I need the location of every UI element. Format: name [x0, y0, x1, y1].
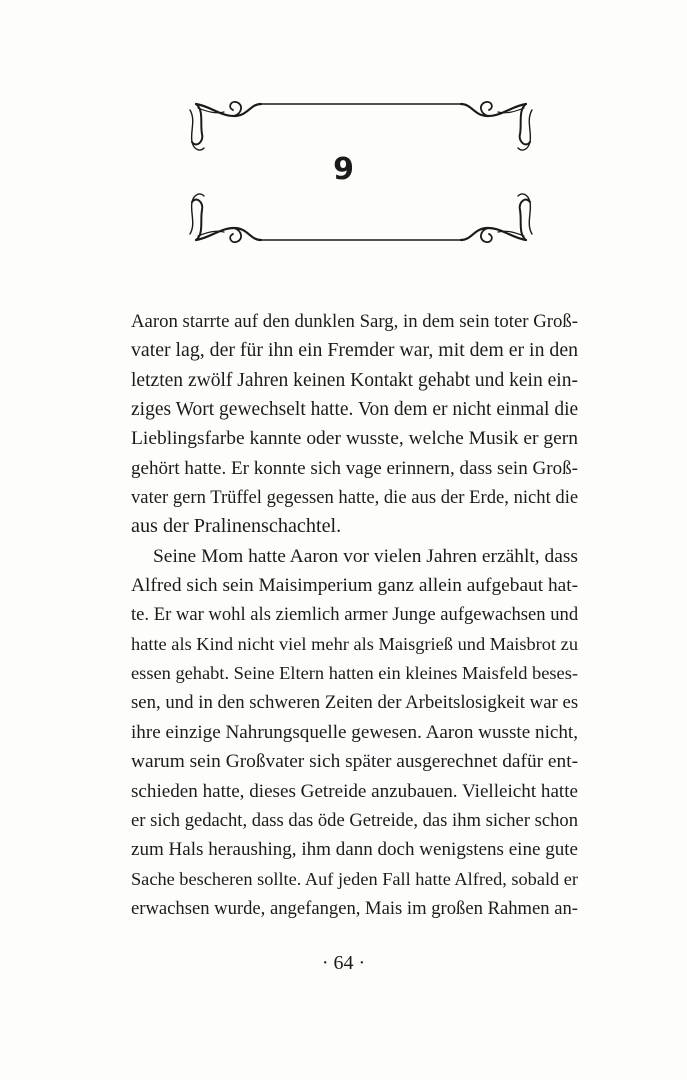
page-number: · 64 · — [321, 952, 366, 974]
text-line: erwachsen wurde, angefangen, Mais im großen Rahmen an- — [131, 897, 578, 919]
text-line: warum sein Großvater sich später ausgerechnet dafür ent- — [131, 751, 579, 773]
paragraph — [131, 542, 578, 923]
corner-ornament-top-right — [461, 102, 532, 150]
body-text — [131, 307, 578, 923]
text-line: vater gern Trüffel gegessen hatte, die aus der Erde, nicht die — [131, 487, 579, 509]
text-line: er sich gedacht, dass das öde Getreide, das ihm sicher schon — [131, 809, 578, 831]
text-line: sen, und in den schweren Zeiten der Arbeitslosigkeit war es — [131, 692, 579, 714]
chapter-number: 9 — [333, 152, 354, 187]
text-line: Alfred sich sein Maisimperium ganz allein aufgebaut hat- — [131, 575, 579, 597]
text-line: letzten zwölf Jahren keinen Kontakt gehabt und kein ein- — [131, 369, 578, 391]
text-line: Lieblingsfarbe kannte oder wusste, welche Musik er gern — [131, 428, 578, 450]
text-line: ziges Wort gewechselt hatte. Von dem er nicht einmal die — [131, 399, 579, 421]
text-line: gehört hatte. Er konnte sich vage erinnern, dass sein Groß- — [131, 457, 578, 479]
text-line: ihre einzige Nahrungsquelle gewesen. Aaron wusste nicht, — [131, 721, 578, 743]
paragraph — [131, 307, 578, 542]
text-line: aus der Pralinenschachtel. — [131, 515, 342, 538]
text-line: zum Hals heraushing, ihm dann doch wenigstens eine gute — [131, 839, 578, 861]
text-line: Sache bescheren sollte. Auf jeden Fall hatte Alfred, sobald er — [131, 868, 578, 889]
text-line: te. Er war wohl als ziemlich armer Junge aufgewachsen und — [131, 604, 579, 626]
corner-ornament-bottom-left — [190, 194, 261, 242]
text-line: schieden hatte, dieses Getreide anzubauen. Vielleicht hatte — [131, 780, 579, 802]
corner-ornament-bottom-right — [461, 194, 532, 242]
text-line: Aaron starrte auf den dunklen Sarg, in dem sein toter Groß- — [131, 311, 578, 332]
text-line: essen gehabt. Seine Eltern hatten ein kleines Maisfeld beses- — [131, 663, 578, 684]
text-line: Seine Mom hatte Aaron vor vielen Jahren erzählt, dass — [153, 545, 578, 567]
text-line: vater lag, der für ihn ein Fremder war, mit dem er in den — [131, 339, 579, 362]
text-line: hatte als Kind nicht viel mehr als Maisgrieß und Maisbrot zu — [131, 633, 579, 654]
corner-ornament-top-left — [190, 102, 261, 150]
